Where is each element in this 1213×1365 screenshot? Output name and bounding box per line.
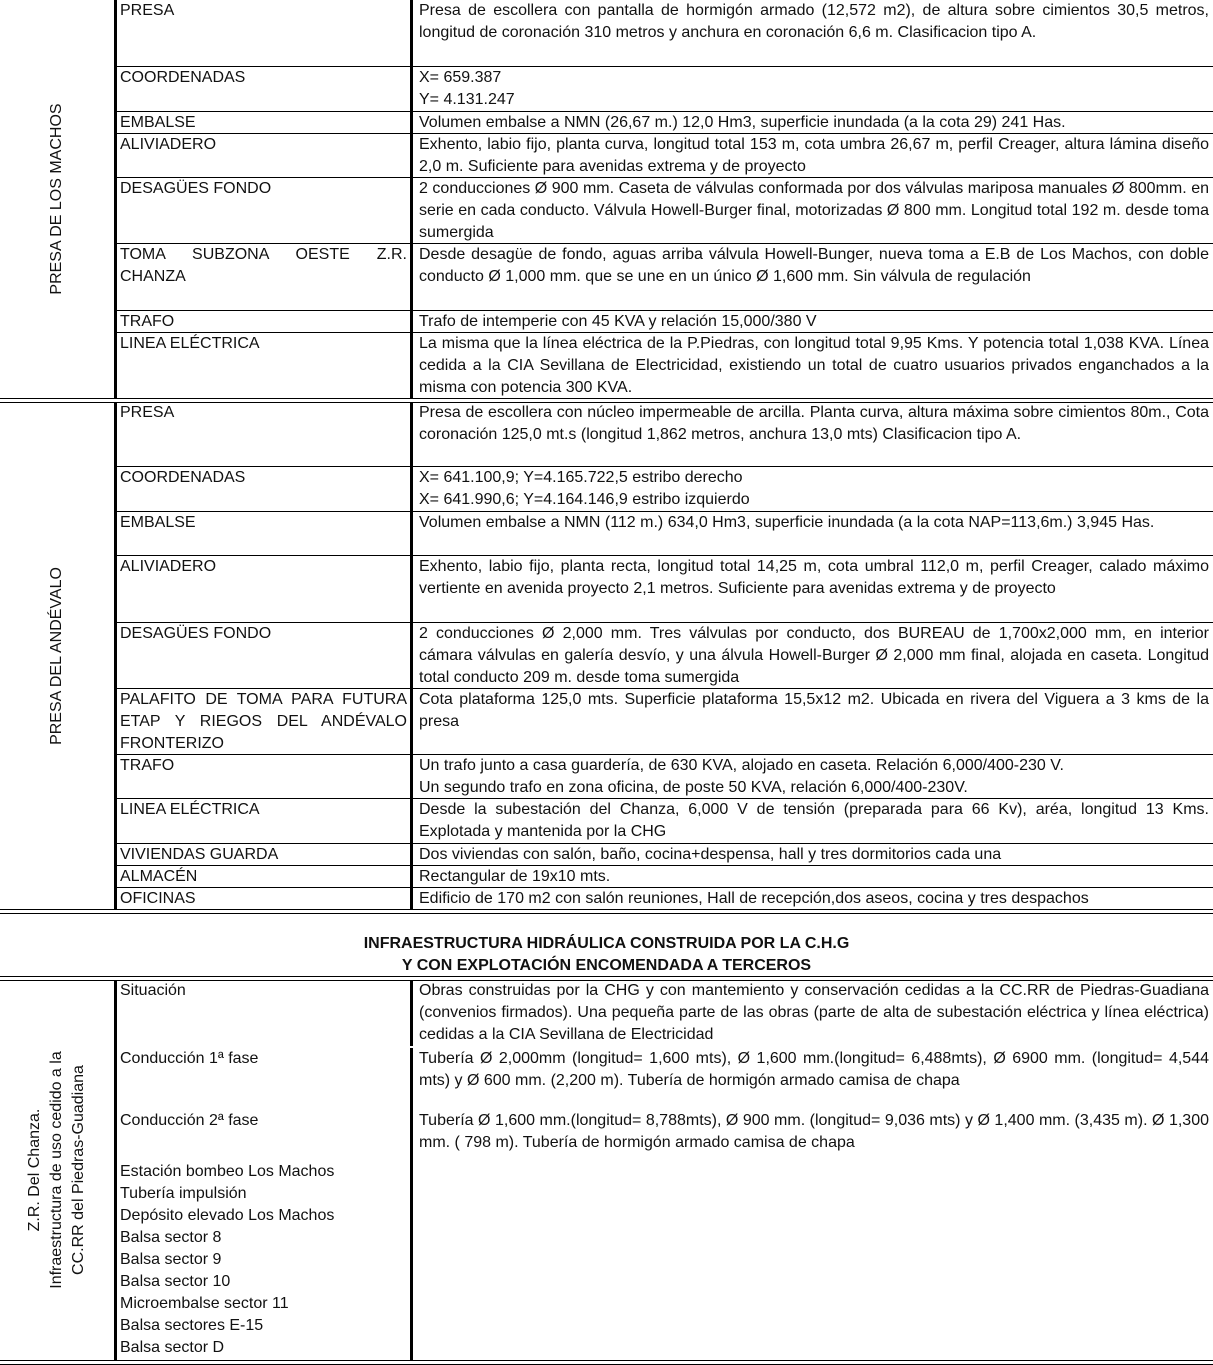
list-item: Microembalse sector 11 <box>120 1295 289 1312</box>
table-row <box>117 133 1213 178</box>
andevalo-side-label: PRESA DEL ANDÉVALO <box>48 566 65 745</box>
table-row <box>117 466 1213 512</box>
row-label: PRESA <box>117 402 413 466</box>
row-label: COORDENADAS <box>117 67 413 111</box>
list-item: Balsa sectores E-15 <box>120 1317 264 1334</box>
row-value: Tubería Ø 1,600 mm.(longitud= 8,788mts), Ø 900 mm. (longitud= 9,036 mts) y Ø 1,400 mm. (3,435 m). Ø 1,300 mm. ( 798 m). Tubería de hormigón armado camisa de chapa <box>419 1112 1209 1151</box>
list-item: Balsa sector 10 <box>120 1273 231 1290</box>
row-label: Conducción 1ª fase <box>117 1048 413 1110</box>
table-row <box>117 111 1213 134</box>
row-label: LINEA ELÉCTRICA <box>117 799 413 844</box>
list-item: Estación bombeo Los Machos <box>120 1163 335 1180</box>
table-row <box>117 310 1213 333</box>
row-label: PALAFITO DE TOMA PARA FUTURA ETAP Y RIEGOS DEL ANDÉVALO FRONTERIZO <box>117 689 413 755</box>
row-label: EMBALSE <box>117 112 413 134</box>
table-row <box>117 511 1213 556</box>
section-title-line2: Y CON EXPLOTACIÓN ENCOMENDADA A TERCEROS <box>401 957 812 974</box>
list-item: Tubería impulsión <box>120 1185 247 1202</box>
row-value: Volumen embalse a NMN (26,67 m.) 12,0 Hm3, superficie inundada (a la cota 29) 241 Has. <box>419 114 1066 131</box>
chanza-side-label-cell <box>0 980 117 1360</box>
list-item: Balsa sector 8 <box>120 1229 222 1246</box>
chanza-list <box>117 1161 413 1360</box>
row-label: Situación <box>117 980 413 1046</box>
row-label: COORDENADAS <box>117 467 413 512</box>
row-value: Exhento, labio fijo, planta curva, longitud total 153 m, cota umbra 26,67 m, perfil Creager, altura lámina diseño 2,0 m. Suficiente para avenidas extrema y de proyecto <box>419 136 1209 175</box>
row-value-empty <box>416 1161 1213 1360</box>
table-row <box>117 177 1213 244</box>
row-value: Exhento, labio fijo, planta recta, longitud total 14,25 m, cota umbral 112,0 m, perfil Creager, calado máximo vertiente en avenida proyecto 2,1 metros. Suficiente para avenidas extrema y de proyecto <box>419 558 1209 597</box>
chanza-table <box>0 980 1213 1360</box>
table-row <box>117 980 1213 1046</box>
andevalo-side-label-cell <box>0 402 117 909</box>
chanza-side-line: Z.R. Del Chanza. <box>26 1108 43 1232</box>
andevalo-table <box>0 402 1213 909</box>
row-value: Edificio de 170 m2 con salón reuniones, Hall de recepción,dos aseos, cocina y tres despachos <box>419 890 1089 907</box>
row-value: Volumen embalse a NMN (112 m.) 634,0 Hm3, superficie inundada (a la cota NAP=113,6m.) 3,945 Has. <box>419 514 1155 531</box>
row-value: 2 conducciones Ø 900 mm. Caseta de válvulas conformada por dos válvulas mariposa manuales Ø 800mm. en serie en cada conducto. Válvula Howell-Burger final, motorizadas Ø 800 mm. Longitud total 192 m. desde toma sumergida <box>419 180 1209 241</box>
row-label: LINEA ELÉCTRICA <box>117 333 413 399</box>
table-row <box>117 887 1213 910</box>
list-item: Balsa sector 9 <box>120 1251 222 1268</box>
machos-side-label: PRESA DE LOS MACHOS <box>48 103 65 295</box>
table-row <box>117 555 1213 623</box>
machos-side-label-cell <box>0 0 117 398</box>
chanza-side-line: CC.RR del Piedras-Guadiana <box>70 1065 87 1275</box>
row-value: Cota plataforma 125,0 mts. Superficie plataforma 15,5x12 m2. Ubicada en rivera del Viguera a 3 kms de la presa <box>419 691 1209 730</box>
row-label: ALMACÉN <box>117 866 413 888</box>
row-label: OFICINAS <box>117 888 413 910</box>
row-value: Obras construidas por la CHG y con mantemiento y conservación cedidas a la CC.RR de Piedras-Guadiana (convenios firmados). Una pequeña parte de las obras (parte de alta de subestación eléctrica y línea eléctrica) cedidas a la CIA Sevillana de Electricidad <box>419 982 1209 1043</box>
list-item: Depósito elevado Los Machos <box>120 1207 335 1224</box>
row-value: Desde desagüe de fondo, aguas arriba válvula Howell-Bunger, nueva toma a E.B de Los Machos, con doble conducto Ø 1,000 mm. que se une en un único Ø 1,600 mm. Sin válvula de regulación <box>419 246 1209 285</box>
table-row <box>117 402 1213 466</box>
chanza-list-block <box>117 1161 1213 1360</box>
row-value: Dos viviendas con salón, baño, cocina+despensa, hall y tres dormitorios cada una <box>419 846 1002 863</box>
table-row <box>117 622 1213 689</box>
table-row <box>117 865 1213 888</box>
row-label: ALIVIADERO <box>117 134 413 178</box>
row-value: Rectangular de 19x10 mts. <box>419 868 611 885</box>
table-row <box>117 688 1213 755</box>
machos-table <box>0 0 1213 398</box>
row-value: Presa de escollera con pantalla de hormigón armado (12,572 m2), de altura sobre cimientos 30,5 metros, longitud de coronación 310 metros y anchura en coronación 6,6 m. Clasificacion tipo A. <box>419 2 1209 41</box>
row-value: X= 659.387 Y= 4.131.247 <box>419 69 515 108</box>
row-value: Trafo de intemperie con 45 KVA y relación 15,000/380 V <box>419 313 817 330</box>
section-divider <box>0 909 1213 914</box>
row-label: EMBALSE <box>117 512 413 556</box>
row-value: Un trafo junto a casa guardería, de 630 KVA, alojado en caseta. Relación 6,000/400-230 V. Un segundo trafo en zona oficina, de poste 50 KVA, relación 6,000/400-230V. <box>419 757 1064 796</box>
row-label: TOMA SUBZONA OESTE Z.R. CHANZA <box>117 244 413 311</box>
row-label: TRAFO <box>117 755 413 799</box>
list-item: Balsa sector D <box>120 1339 225 1356</box>
table-row <box>117 843 1213 866</box>
section-divider <box>0 1360 1213 1365</box>
table-row <box>117 66 1213 111</box>
table-row <box>117 1110 1213 1166</box>
row-label: Conducción 2ª fase <box>117 1110 413 1166</box>
row-value: Tubería Ø 2,000mm (longitud= 1,600 mts), Ø 1,600 mm.(longitud= 6,488mts), Ø 6900 mm. (longitud= 4,544 mts) y Ø 600 mm. (2,200 m). Tubería de hormigón armado camisa de chapa <box>419 1050 1209 1089</box>
section-title-line1: INFRAESTRUCTURA HIDRÁULICA CONSTRUIDA POR LA C.H.G <box>363 935 850 952</box>
row-label: DESAGÜES FONDO <box>117 623 413 689</box>
row-value: La misma que la línea eléctrica de la P.Piedras, con longitud total 9,95 Kms. Y potencia total 1,038 KVA. Línea cedida a la CIA Sevillana de Electricidad, existiendo un total de cuatro usuarios privados enganchados a la misma con potencia 300 KVA. <box>419 335 1209 396</box>
row-label: DESAGÜES FONDO <box>117 178 413 244</box>
row-value: 2 conducciones Ø 2,000 mm. Tres válvulas por conducto, dos BUREAU de 1,700x2,000 mm, en interior cámara válvulas en galería desvío, y una álvula Howell-Burger Ø 2,000 mm final, alojada en caseta. Longitud total conducto 209 m. desde toma sumergida <box>419 625 1209 686</box>
table-row <box>117 1048 1213 1110</box>
table-row <box>117 798 1213 844</box>
chanza-side-line: Infraestructura de uso cedido a la <box>48 1051 65 1289</box>
table-row <box>117 754 1213 799</box>
row-value: Desde la subestación del Chanza, 6,000 V de tensión (preparada para 66 Kv), aréa, longitud 13 Kms. Explotada y mantenida por la CHG <box>419 801 1209 840</box>
chanza-side-label <box>24 1051 90 1288</box>
row-value: Presa de escollera con núcleo impermeable de arcilla. Planta curva, altura máxima sobre cimientos 80m., Cota coronación 125,0 mt.s (longitud 1,862 metros, anchura 13,0 mts) Clasificacion tipo A. <box>419 404 1209 443</box>
table-row <box>117 332 1213 399</box>
row-label: PRESA <box>117 0 413 66</box>
row-label: TRAFO <box>117 311 413 333</box>
row-label: VIVIENDAS GUARDA <box>117 844 413 866</box>
table-row <box>117 243 1213 311</box>
table-row <box>117 0 1213 66</box>
row-value: X= 641.100,9; Y=4.165.722,5 estribo derecho X= 641.990,6; Y=4.164.146,9 estribo izquierdo <box>419 469 750 508</box>
row-label: ALIVIADERO <box>117 556 413 623</box>
